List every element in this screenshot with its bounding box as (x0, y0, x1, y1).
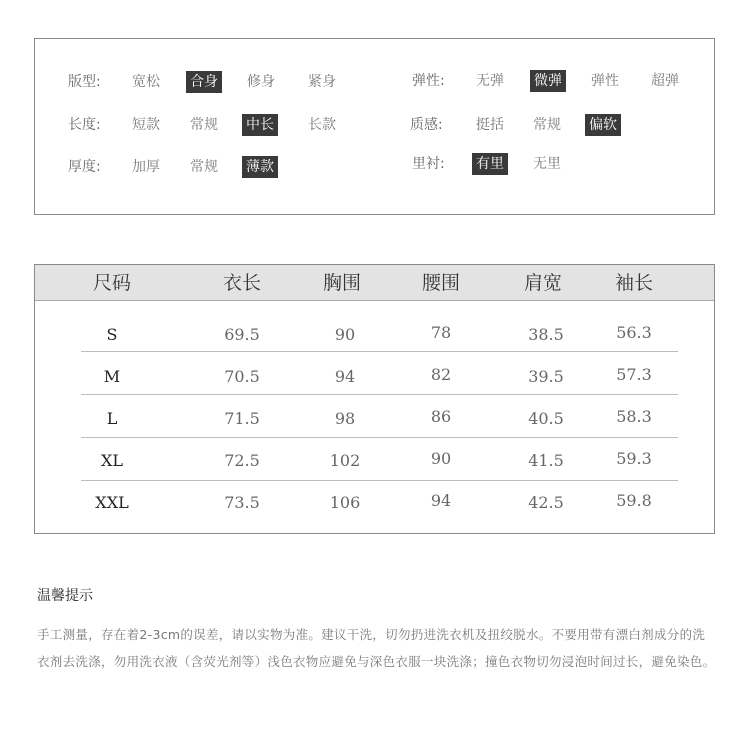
attr-label-texture: 质感: (410, 117, 443, 133)
attr-row-fit (35, 71, 375, 93)
cell-chest: 94 (334, 367, 356, 386)
header-size: 尺码 (92, 272, 132, 294)
row-divider (81, 437, 678, 438)
header-sleeve: 袖长 (614, 272, 654, 294)
attr-option: 短款 (132, 117, 160, 133)
header-shoulder: 肩宽 (523, 272, 563, 294)
attr-option: 常规 (190, 159, 218, 175)
row-divider (81, 351, 678, 352)
cell-shoulder: 39.5 (528, 367, 564, 386)
attribute-panel (34, 38, 715, 215)
cell-waist: 82 (430, 365, 452, 384)
cell-length: 72.5 (224, 451, 260, 470)
attr-option: 常规 (533, 117, 561, 133)
cell-size: S (106, 325, 118, 344)
cell-size: L (106, 409, 118, 428)
attr-label-thickness: 厚度: (68, 159, 101, 175)
cell-shoulder: 41.5 (528, 451, 564, 470)
attr-label-length: 长度: (68, 117, 101, 133)
table-row (35, 314, 714, 356)
table-row (35, 440, 714, 482)
attr-option-selected: 微弹 (530, 70, 566, 92)
attr-label-elasticity: 弹性: (412, 73, 445, 89)
cell-sleeve: 59.8 (616, 491, 652, 510)
attr-option-selected: 合身 (186, 71, 222, 93)
size-table-header (35, 265, 714, 301)
attr-option: 弹性 (591, 73, 619, 89)
attr-row-elasticity (375, 70, 715, 92)
table-row (35, 482, 714, 524)
cell-sleeve: 59.3 (616, 449, 652, 468)
attr-option-selected: 有里 (472, 153, 508, 175)
cell-chest: 90 (334, 325, 356, 344)
size-table (34, 264, 715, 534)
table-row (35, 398, 714, 440)
header-length: 衣长 (222, 272, 262, 294)
attr-option: 无里 (533, 156, 561, 172)
cell-waist: 86 (430, 407, 452, 426)
cell-shoulder: 40.5 (528, 409, 564, 428)
cell-length: 70.5 (224, 367, 260, 386)
cell-size: XXL (95, 493, 129, 512)
cell-waist: 90 (430, 449, 452, 468)
attr-option: 常规 (190, 117, 218, 133)
attr-option: 修身 (247, 74, 275, 90)
cell-shoulder: 42.5 (528, 493, 564, 512)
cell-sleeve: 56.3 (616, 323, 652, 342)
attr-option-selected: 薄款 (242, 156, 278, 178)
header-chest: 胸围 (322, 272, 362, 294)
cell-chest: 102 (329, 451, 361, 470)
attr-option: 超弹 (651, 73, 679, 89)
cell-chest: 106 (329, 493, 361, 512)
attr-row-thickness (35, 156, 375, 178)
cell-size: XL (100, 451, 124, 470)
tips-title: 温馨提示 (37, 588, 93, 604)
cell-waist: 78 (430, 323, 452, 342)
header-waist: 腰围 (421, 272, 461, 294)
attr-label-fit: 版型: (68, 74, 101, 90)
attr-option-selected: 偏软 (585, 114, 621, 136)
cell-sleeve: 57.3 (616, 365, 652, 384)
attr-option: 无弹 (476, 73, 504, 89)
cell-length: 69.5 (224, 325, 260, 344)
attr-row-lining (375, 153, 715, 175)
attr-option: 长款 (308, 117, 336, 133)
attr-row-length (35, 114, 375, 136)
cell-sleeve: 58.3 (616, 407, 652, 426)
table-row (35, 356, 714, 398)
cell-size: M (103, 367, 121, 386)
cell-length: 71.5 (224, 409, 260, 428)
row-divider (81, 394, 678, 395)
cell-shoulder: 38.5 (528, 325, 564, 344)
attr-label-lining: 里衬: (412, 156, 445, 172)
attr-option-selected: 中长 (242, 114, 278, 136)
attr-option: 挺括 (476, 117, 504, 133)
cell-waist: 94 (430, 491, 452, 510)
attr-option: 加厚 (132, 159, 160, 175)
attr-row-texture (375, 114, 715, 136)
row-divider (81, 480, 678, 481)
tips-text: 手工测量，存在着2-3cm的误差，请以实物为准。建议干洗，切勿扔进洗衣机及扭绞脱水。不要用带有漂白剂成分的洗衣剂去洗涤，勿用洗衣液（含荧光剂等）浅色衣物应避免与深色衣服一块洗涤；撞色衣物切勿浸泡时间过长，避免染色。 (37, 627, 716, 669)
attr-option: 宽松 (132, 74, 160, 90)
attr-option: 紧身 (308, 74, 336, 90)
cell-length: 73.5 (224, 493, 260, 512)
cell-chest: 98 (334, 409, 356, 428)
